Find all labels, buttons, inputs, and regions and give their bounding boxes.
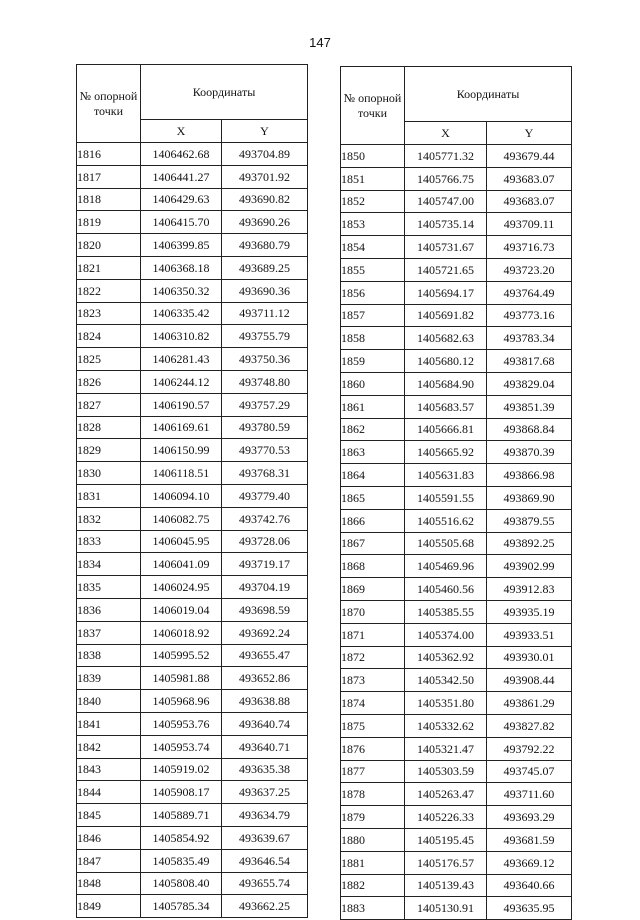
y-coordinate-cell: 493683.07 (487, 167, 572, 190)
point-number-cell: 1823 (77, 302, 141, 325)
table-row (77, 826, 308, 849)
point-number-cell: 1825 (77, 348, 141, 371)
y-coordinate-cell: 493817.68 (487, 350, 572, 373)
table-row (341, 806, 572, 829)
table-row (341, 258, 572, 281)
y-coordinate-cell: 493748.80 (222, 370, 308, 393)
point-number-cell: 1852 (341, 190, 405, 213)
point-number-cell: 1878 (341, 783, 405, 806)
point-number-header: № опорной точки (77, 65, 141, 143)
table-row (77, 256, 308, 279)
point-number-cell: 1868 (341, 555, 405, 578)
table-row (77, 804, 308, 827)
table-row (341, 897, 572, 920)
point-number-cell: 1843 (77, 758, 141, 781)
y-coordinate-cell: 493827.82 (487, 714, 572, 737)
point-number-cell: 1858 (341, 327, 405, 350)
point-number-cell: 1827 (77, 393, 141, 416)
coordinates-table-right (340, 66, 572, 920)
y-coordinate-cell: 493690.36 (222, 279, 308, 302)
point-number-cell: 1829 (77, 439, 141, 462)
y-coordinate-cell: 493640.71 (222, 735, 308, 758)
point-number-cell: 1817 (77, 165, 141, 188)
table-row (77, 188, 308, 211)
x-column-header: X (141, 120, 222, 143)
point-number-cell: 1822 (77, 279, 141, 302)
y-coordinate-cell: 493690.82 (222, 188, 308, 211)
x-coordinate-cell: 1406094.10 (141, 484, 222, 507)
point-number-cell: 1854 (341, 236, 405, 259)
y-coordinate-cell: 493933.51 (487, 623, 572, 646)
table-row (77, 325, 308, 348)
point-number-cell: 1873 (341, 669, 405, 692)
y-coordinate-cell: 493662.25 (222, 895, 308, 918)
y-coordinate-cell: 493711.12 (222, 302, 308, 325)
table-row (77, 553, 308, 576)
x-coordinate-cell: 1405195.45 (405, 828, 487, 851)
point-number-cell: 1872 (341, 646, 405, 669)
x-coordinate-cell: 1406041.09 (141, 553, 222, 576)
point-number-cell: 1834 (77, 553, 141, 576)
table-row (341, 646, 572, 669)
table-row (341, 555, 572, 578)
y-coordinate-cell: 493692.24 (222, 621, 308, 644)
point-number-cell: 1818 (77, 188, 141, 211)
table-row (341, 578, 572, 601)
point-number-cell: 1838 (77, 644, 141, 667)
y-coordinate-cell: 493669.12 (487, 851, 572, 874)
table-row (341, 304, 572, 327)
x-coordinate-cell: 1406169.61 (141, 416, 222, 439)
table-row (77, 712, 308, 735)
table-row (341, 190, 572, 213)
y-coordinate-cell: 493861.29 (487, 692, 572, 715)
x-coordinate-cell: 1406399.85 (141, 234, 222, 257)
x-coordinate-cell: 1405766.75 (405, 167, 487, 190)
point-number-cell: 1830 (77, 462, 141, 485)
table-row (77, 849, 308, 872)
x-coordinate-cell: 1406190.57 (141, 393, 222, 416)
point-number-cell: 1848 (77, 872, 141, 895)
x-coordinate-cell: 1405321.47 (405, 737, 487, 760)
y-coordinate-cell: 493640.74 (222, 712, 308, 735)
table-row (77, 576, 308, 599)
point-number-cell: 1876 (341, 737, 405, 760)
y-coordinate-cell: 493634.79 (222, 804, 308, 827)
point-number-cell: 1816 (77, 143, 141, 166)
point-number-cell: 1883 (341, 897, 405, 920)
table-row (341, 692, 572, 715)
y-coordinate-cell: 493780.59 (222, 416, 308, 439)
y-coordinate-cell: 493680.79 (222, 234, 308, 257)
table-row (77, 370, 308, 393)
table-row (341, 372, 572, 395)
y-coordinate-cell: 493930.01 (487, 646, 572, 669)
x-coordinate-cell: 1405731.67 (405, 236, 487, 259)
coordinates-header: Координаты (405, 67, 572, 122)
table-row (341, 350, 572, 373)
y-coordinate-cell: 493908.44 (487, 669, 572, 692)
x-coordinate-cell: 1405505.68 (405, 532, 487, 555)
x-coordinate-cell: 1405953.74 (141, 735, 222, 758)
y-coordinate-cell: 493679.44 (487, 145, 572, 168)
x-coordinate-cell: 1406118.51 (141, 462, 222, 485)
table-row (77, 530, 308, 553)
table-row (77, 598, 308, 621)
y-coordinate-cell: 493745.07 (487, 760, 572, 783)
x-coordinate-cell: 1405139.43 (405, 874, 487, 897)
point-number-cell: 1847 (77, 849, 141, 872)
y-coordinate-cell: 493711.60 (487, 783, 572, 806)
table-row (341, 327, 572, 350)
x-coordinate-cell: 1405303.59 (405, 760, 487, 783)
point-number-cell: 1833 (77, 530, 141, 553)
y-coordinate-cell: 493719.17 (222, 553, 308, 576)
point-number-header: № опорной точки (341, 67, 405, 145)
table-row (77, 895, 308, 918)
point-number-cell: 1841 (77, 712, 141, 735)
point-number-cell: 1821 (77, 256, 141, 279)
point-number-cell: 1863 (341, 441, 405, 464)
y-coordinate-cell: 493755.79 (222, 325, 308, 348)
y-column-header: Y (222, 120, 308, 143)
table-row (77, 781, 308, 804)
y-coordinate-cell: 493652.86 (222, 667, 308, 690)
point-number-cell: 1824 (77, 325, 141, 348)
x-coordinate-cell: 1405351.80 (405, 692, 487, 715)
table-row (77, 143, 308, 166)
point-number-cell: 1861 (341, 395, 405, 418)
point-number-cell: 1874 (341, 692, 405, 715)
x-coordinate-cell: 1405808.40 (141, 872, 222, 895)
y-coordinate-cell: 493655.47 (222, 644, 308, 667)
y-coordinate-cell: 493866.98 (487, 464, 572, 487)
point-number-cell: 1828 (77, 416, 141, 439)
table-row (77, 234, 308, 257)
x-coordinate-cell: 1405385.55 (405, 600, 487, 623)
point-number-cell: 1849 (77, 895, 141, 918)
point-number-cell: 1865 (341, 486, 405, 509)
x-coordinate-cell: 1405226.33 (405, 806, 487, 829)
point-number-cell: 1866 (341, 509, 405, 532)
point-number-cell: 1880 (341, 828, 405, 851)
y-coordinate-cell: 493868.84 (487, 418, 572, 441)
point-number-cell: 1819 (77, 211, 141, 234)
y-coordinate-cell: 493783.34 (487, 327, 572, 350)
coordinates-table-left (76, 64, 308, 918)
point-number-cell: 1826 (77, 370, 141, 393)
table-row (77, 758, 308, 781)
y-coordinate-cell: 493870.39 (487, 441, 572, 464)
table-row (77, 644, 308, 667)
point-number-cell: 1853 (341, 213, 405, 236)
x-coordinate-cell: 1405835.49 (141, 849, 222, 872)
x-coordinate-cell: 1405785.34 (141, 895, 222, 918)
table-row (77, 393, 308, 416)
point-number-cell: 1855 (341, 258, 405, 281)
y-coordinate-cell: 493892.25 (487, 532, 572, 555)
x-coordinate-cell: 1406082.75 (141, 507, 222, 530)
table-row (341, 532, 572, 555)
point-number-cell: 1870 (341, 600, 405, 623)
x-coordinate-cell: 1405683.57 (405, 395, 487, 418)
y-coordinate-cell: 493709.11 (487, 213, 572, 236)
x-coordinate-cell: 1406310.82 (141, 325, 222, 348)
y-coordinate-cell: 493716.73 (487, 236, 572, 259)
point-number-cell: 1836 (77, 598, 141, 621)
x-coordinate-cell: 1405682.63 (405, 327, 487, 350)
table-row (77, 439, 308, 462)
x-coordinate-cell: 1406368.18 (141, 256, 222, 279)
y-coordinate-cell: 493683.07 (487, 190, 572, 213)
y-coordinate-cell: 493779.40 (222, 484, 308, 507)
table-row (77, 690, 308, 713)
x-coordinate-cell: 1405919.02 (141, 758, 222, 781)
table-row (341, 623, 572, 646)
x-coordinate-cell: 1406024.95 (141, 576, 222, 599)
y-coordinate-cell: 493768.31 (222, 462, 308, 485)
point-number-cell: 1881 (341, 851, 405, 874)
x-coordinate-cell: 1405130.91 (405, 897, 487, 920)
point-number-cell: 1869 (341, 578, 405, 601)
y-coordinate-cell: 493646.54 (222, 849, 308, 872)
x-coordinate-cell: 1406018.92 (141, 621, 222, 644)
point-number-cell: 1846 (77, 826, 141, 849)
y-coordinate-cell: 493639.67 (222, 826, 308, 849)
x-coordinate-cell: 1406019.04 (141, 598, 222, 621)
point-number-cell: 1882 (341, 874, 405, 897)
point-number-cell: 1850 (341, 145, 405, 168)
table-row (77, 872, 308, 895)
table-row (341, 509, 572, 532)
point-number-cell: 1877 (341, 760, 405, 783)
table-row (77, 735, 308, 758)
table-row (77, 279, 308, 302)
y-coordinate-cell: 493770.53 (222, 439, 308, 462)
table-row (341, 167, 572, 190)
table-row (341, 464, 572, 487)
y-column-header: Y (487, 122, 572, 145)
y-coordinate-cell: 493704.19 (222, 576, 308, 599)
table-row (341, 213, 572, 236)
y-coordinate-cell: 493851.39 (487, 395, 572, 418)
y-coordinate-cell: 493698.59 (222, 598, 308, 621)
table-row (341, 486, 572, 509)
y-coordinate-cell: 493689.25 (222, 256, 308, 279)
y-coordinate-cell: 493757.29 (222, 393, 308, 416)
point-number-cell: 1875 (341, 714, 405, 737)
x-coordinate-cell: 1405747.00 (405, 190, 487, 213)
x-coordinate-cell: 1405631.83 (405, 464, 487, 487)
point-number-cell: 1871 (341, 623, 405, 646)
x-coordinate-cell: 1405968.96 (141, 690, 222, 713)
point-number-cell: 1844 (77, 781, 141, 804)
y-coordinate-cell: 493773.16 (487, 304, 572, 327)
table-row (341, 236, 572, 259)
x-coordinate-cell: 1406335.42 (141, 302, 222, 325)
x-coordinate-cell: 1405332.62 (405, 714, 487, 737)
x-coordinate-cell: 1405694.17 (405, 281, 487, 304)
y-coordinate-cell: 493764.49 (487, 281, 572, 304)
table-row (341, 281, 572, 304)
point-number-cell: 1839 (77, 667, 141, 690)
table-body (341, 145, 572, 920)
x-coordinate-cell: 1405889.71 (141, 804, 222, 827)
x-coordinate-cell: 1405666.81 (405, 418, 487, 441)
table-row (341, 714, 572, 737)
point-number-cell: 1860 (341, 372, 405, 395)
table-row (341, 669, 572, 692)
table-row (77, 165, 308, 188)
x-coordinate-cell: 1405591.55 (405, 486, 487, 509)
table-row (341, 783, 572, 806)
coordinates-header: Координаты (141, 65, 308, 120)
y-coordinate-cell: 493655.74 (222, 872, 308, 895)
x-coordinate-cell: 1405854.92 (141, 826, 222, 849)
point-number-cell: 1835 (77, 576, 141, 599)
point-number-cell: 1840 (77, 690, 141, 713)
x-coordinate-cell: 1405684.90 (405, 372, 487, 395)
y-coordinate-cell: 493640.66 (487, 874, 572, 897)
table-row (77, 484, 308, 507)
point-number-cell: 1859 (341, 350, 405, 373)
table-row (341, 145, 572, 168)
x-coordinate-cell: 1406350.32 (141, 279, 222, 302)
point-number-cell: 1845 (77, 804, 141, 827)
point-number-cell: 1842 (77, 735, 141, 758)
table-row (341, 737, 572, 760)
table-row (341, 418, 572, 441)
x-coordinate-cell: 1406244.12 (141, 370, 222, 393)
x-coordinate-cell: 1405721.65 (405, 258, 487, 281)
table-row (341, 395, 572, 418)
x-coordinate-cell: 1405374.00 (405, 623, 487, 646)
point-number-cell: 1851 (341, 167, 405, 190)
x-coordinate-cell: 1405953.76 (141, 712, 222, 735)
table-row (77, 302, 308, 325)
x-coordinate-cell: 1405981.88 (141, 667, 222, 690)
y-coordinate-cell: 493750.36 (222, 348, 308, 371)
x-coordinate-cell: 1405176.57 (405, 851, 487, 874)
y-coordinate-cell: 493879.55 (487, 509, 572, 532)
y-coordinate-cell: 493681.59 (487, 828, 572, 851)
y-coordinate-cell: 493912.83 (487, 578, 572, 601)
x-coordinate-cell: 1406045.95 (141, 530, 222, 553)
table-row (77, 211, 308, 234)
point-number-cell: 1820 (77, 234, 141, 257)
point-number-cell: 1832 (77, 507, 141, 530)
point-number-cell: 1856 (341, 281, 405, 304)
table-row (341, 441, 572, 464)
page-number: 147 (309, 35, 331, 50)
y-coordinate-cell: 493637.25 (222, 781, 308, 804)
y-coordinate-cell: 493690.26 (222, 211, 308, 234)
y-coordinate-cell: 493723.20 (487, 258, 572, 281)
table-row (77, 348, 308, 371)
y-coordinate-cell: 493902.99 (487, 555, 572, 578)
x-coordinate-cell: 1405362.92 (405, 646, 487, 669)
x-coordinate-cell: 1405691.82 (405, 304, 487, 327)
table-row (341, 851, 572, 874)
x-coordinate-cell: 1405680.12 (405, 350, 487, 373)
x-coordinate-cell: 1406462.68 (141, 143, 222, 166)
x-coordinate-cell: 1405516.62 (405, 509, 487, 532)
table-row (341, 600, 572, 623)
point-number-cell: 1837 (77, 621, 141, 644)
table-row (77, 416, 308, 439)
x-column-header: X (405, 122, 487, 145)
x-coordinate-cell: 1405771.32 (405, 145, 487, 168)
point-number-cell: 1879 (341, 806, 405, 829)
point-number-cell: 1862 (341, 418, 405, 441)
table-row (77, 507, 308, 530)
y-coordinate-cell: 493635.95 (487, 897, 572, 920)
y-coordinate-cell: 493869.90 (487, 486, 572, 509)
x-coordinate-cell: 1406415.70 (141, 211, 222, 234)
x-coordinate-cell: 1406441.27 (141, 165, 222, 188)
x-coordinate-cell: 1405460.56 (405, 578, 487, 601)
table-row (341, 760, 572, 783)
x-coordinate-cell: 1405995.52 (141, 644, 222, 667)
x-coordinate-cell: 1405908.17 (141, 781, 222, 804)
x-coordinate-cell: 1406429.63 (141, 188, 222, 211)
y-coordinate-cell: 493829.04 (487, 372, 572, 395)
y-coordinate-cell: 493693.29 (487, 806, 572, 829)
x-coordinate-cell: 1405469.96 (405, 555, 487, 578)
x-coordinate-cell: 1406150.99 (141, 439, 222, 462)
point-number-cell: 1864 (341, 464, 405, 487)
y-coordinate-cell: 493728.06 (222, 530, 308, 553)
y-coordinate-cell: 493742.76 (222, 507, 308, 530)
table-row (77, 621, 308, 644)
point-number-cell: 1831 (77, 484, 141, 507)
table-row (77, 462, 308, 485)
x-coordinate-cell: 1405735.14 (405, 213, 487, 236)
x-coordinate-cell: 1405263.47 (405, 783, 487, 806)
x-coordinate-cell: 1406281.43 (141, 348, 222, 371)
x-coordinate-cell: 1405665.92 (405, 441, 487, 464)
table-body (77, 143, 308, 918)
y-coordinate-cell: 493935.19 (487, 600, 572, 623)
y-coordinate-cell: 493701.92 (222, 165, 308, 188)
y-coordinate-cell: 493792.22 (487, 737, 572, 760)
y-coordinate-cell: 493635.38 (222, 758, 308, 781)
x-coordinate-cell: 1405342.50 (405, 669, 487, 692)
table-row (77, 667, 308, 690)
y-coordinate-cell: 493638.88 (222, 690, 308, 713)
table-row (341, 828, 572, 851)
point-number-cell: 1867 (341, 532, 405, 555)
table-row (341, 874, 572, 897)
point-number-cell: 1857 (341, 304, 405, 327)
y-coordinate-cell: 493704.89 (222, 143, 308, 166)
